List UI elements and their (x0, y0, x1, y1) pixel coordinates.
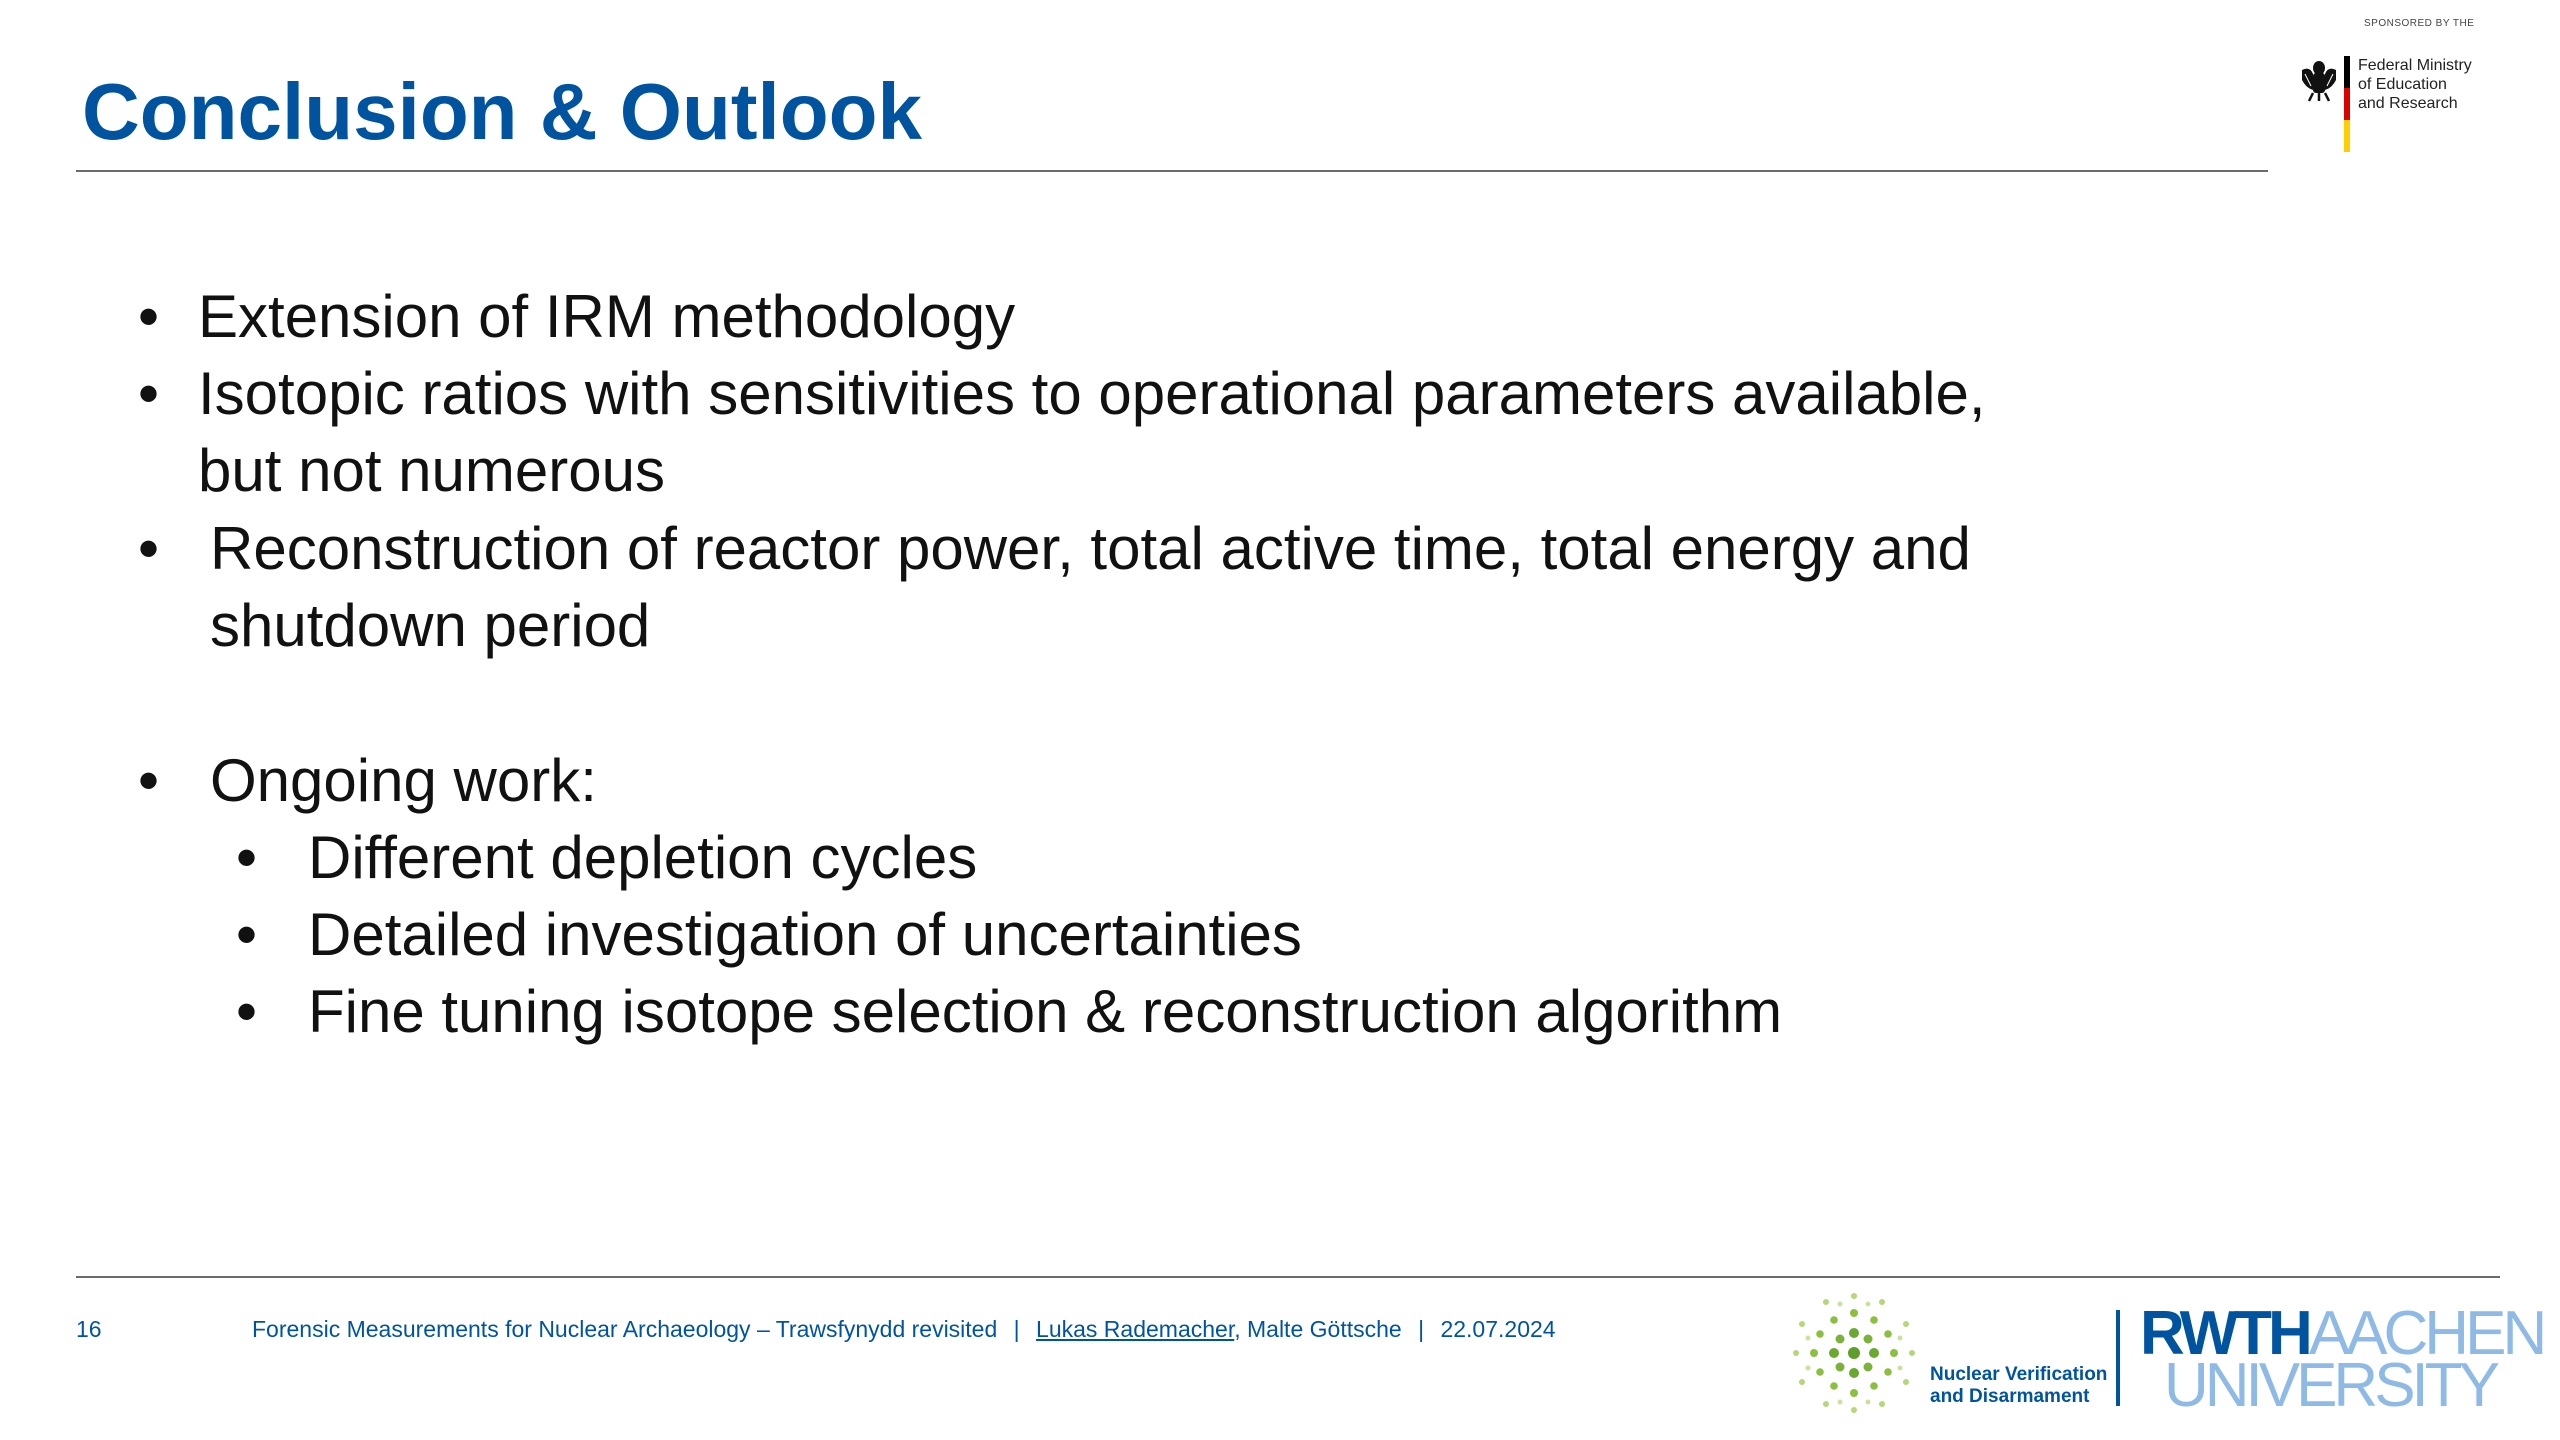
rwth-wordmark-university: UNIVERSITY (2163, 1351, 2496, 1420)
rwth-wordmark-aachen: AACHEN (2308, 1299, 2544, 1368)
bullet-dot: • (138, 515, 160, 582)
page-number: 16 (76, 1316, 102, 1342)
sub-bullet-dot: • (236, 901, 258, 968)
bullet-dot: • (138, 360, 160, 427)
bullet-dot: • (138, 747, 160, 814)
nvd-logo (1784, 1288, 2108, 1418)
sponsor-ministry-name (2358, 56, 2518, 113)
bullet-text: Extension of IRM methodology (198, 283, 1016, 350)
sub-bullet-text: Detailed investigation of uncertainties (308, 901, 1302, 968)
rwth-logo (2140, 1299, 2544, 1420)
bullet-text: Isotopic ratios with sensitivities to operational parameters available, (198, 360, 1986, 427)
footer-info (252, 1314, 1556, 1344)
nvd-wordmark (1930, 1364, 2107, 1408)
author-link[interactable]: Lukas Rademacher (1036, 1316, 1235, 1342)
german-flag-bar (2344, 56, 2350, 152)
bullet-dot: • (138, 283, 160, 350)
nvd-line-2: and Disarmament (1930, 1386, 2090, 1407)
slide-title: Conclusion & Outlook (82, 67, 922, 156)
talk-date: 22.07.2024 (1440, 1316, 1556, 1342)
sponsor-line-2: of Education (2358, 76, 2447, 93)
sponsor-label: SPONSORED BY THE (2364, 18, 2475, 29)
coauthor: , Malte Göttsche (1234, 1316, 1402, 1342)
sub-bullet-text: Different depletion cycles (308, 824, 978, 891)
bullet-text: shutdown period (210, 592, 651, 659)
sponsor-line-3: and Research (2358, 95, 2458, 112)
bullet-text: Reconstruction of reactor power, total active time, total energy and (210, 515, 1971, 582)
talk-title: Forensic Measurements for Nuclear Archaeology – Trawsfynydd revisited (252, 1316, 998, 1342)
title-divider (76, 170, 2268, 172)
nvd-dots-icon (1784, 1288, 1924, 1418)
rwth-wordmark-rwth: RWTH (2140, 1299, 2309, 1368)
footer-divider (76, 1276, 2500, 1278)
sponsor-logo (2300, 14, 2520, 164)
sponsor-line-1: Federal Ministry (2358, 57, 2472, 74)
bullet-text: Ongoing work: (210, 747, 597, 814)
footer-separator: | (1418, 1316, 1425, 1342)
sub-bullet-dot: • (236, 824, 258, 891)
nvd-line-1: Nuclear Verification (1930, 1364, 2108, 1385)
bullet-text: but not numerous (198, 437, 665, 504)
logo-divider (2116, 1310, 2120, 1406)
sub-bullet-text: Fine tuning isotope selection & reconstruction algorithm (308, 978, 1783, 1045)
footer-separator: | (1013, 1316, 1020, 1342)
sub-bullet-dot: • (236, 978, 258, 1045)
federal-eagle-icon (2300, 56, 2338, 102)
